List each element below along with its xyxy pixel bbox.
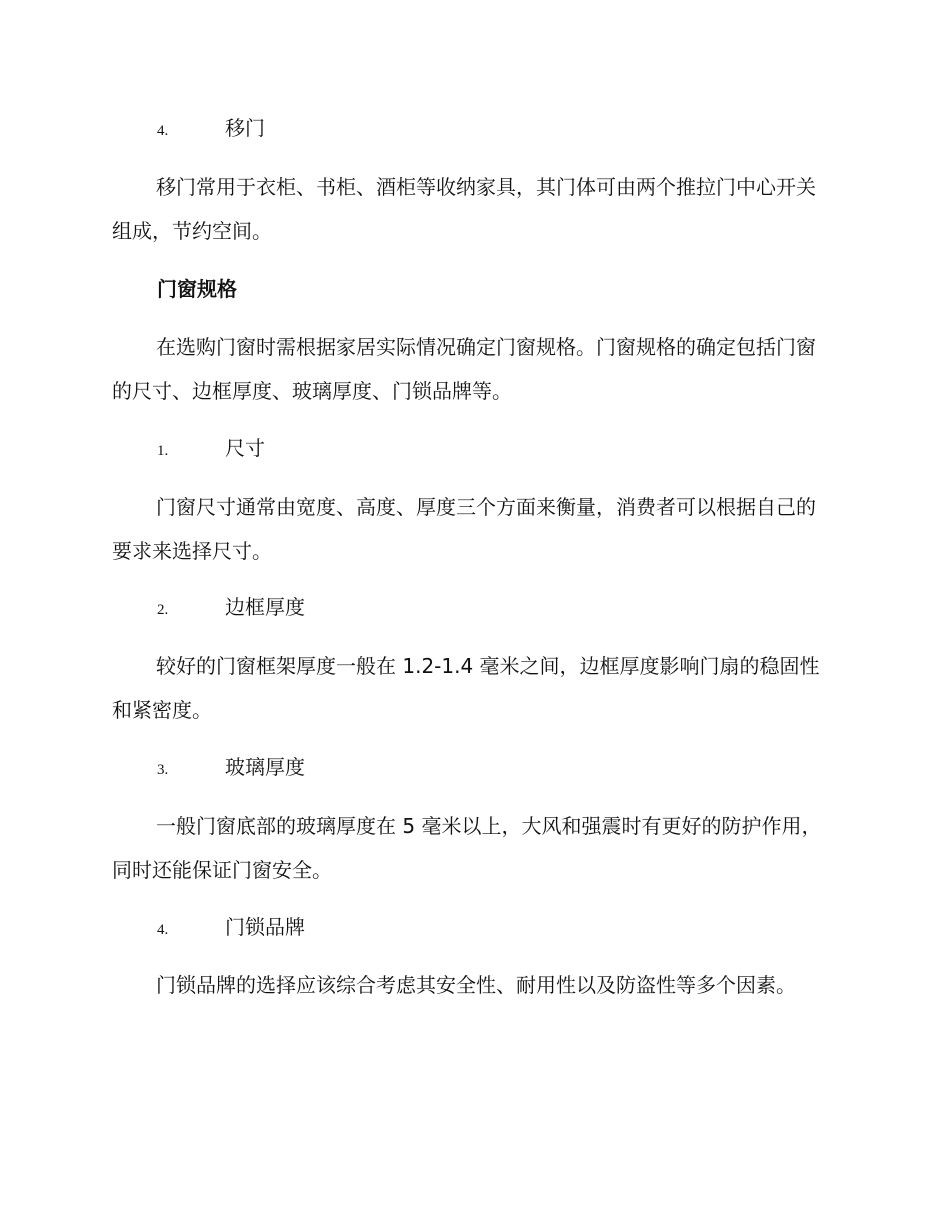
list-title: 移门 (225, 116, 265, 140)
paragraph-text: 移门常用于衣柜、书柜、酒柜等收纳家具，其门体可由两个推拉门中心开关组成，节约空间。 (112, 175, 816, 243)
paragraph-text: 较好的门窗框架厚度一般在 1.2-1.4 毫米之间，边框厚度影响门扇的稳固性和紧密度。 (112, 654, 820, 722)
paragraph-text: 门窗尺寸通常由宽度、高度、厚度三个方面来衡量，消费者可以根据自己的要求来选择尺寸。 (112, 495, 816, 563)
list-title: 尺寸 (225, 436, 265, 460)
paragraph-text: 一般门窗底部的玻璃厚度在 5 毫米以上，大风和强震时有更好的防护作用，同时还能保证门窗安全。 (112, 814, 822, 882)
paragraph-text: 在选购门窗时需根据家居实际情况确定门窗规格。门窗规格的确定包括门窗的尺寸、边框厚度、玻璃厚度、门锁品牌等。 (112, 335, 816, 403)
list-title: 玻璃厚度 (225, 755, 305, 779)
list-number: 4. (157, 123, 169, 139)
list-item-size (157, 433, 265, 463)
list-number: 2. (157, 602, 169, 618)
list-number: 4. (157, 922, 169, 938)
paragraph-sliding-door (112, 165, 832, 253)
list-title: 门锁品牌 (225, 915, 305, 939)
list-item-lock-brand (157, 912, 305, 942)
paragraph-frame-thickness (112, 644, 832, 732)
list-number: 1. (157, 443, 169, 459)
paragraph-glass-thickness (112, 804, 832, 892)
list-title: 边框厚度 (225, 595, 305, 619)
paragraph-intro (112, 325, 832, 413)
section-heading: 门窗规格 (157, 277, 237, 301)
list-item-frame-thickness (157, 592, 305, 622)
list-item-glass-thickness (157, 752, 305, 782)
list-number: 3. (157, 762, 169, 778)
paragraph-lock-brand (112, 963, 832, 1007)
paragraph-text: 门锁品牌的选择应该综合考虑其安全性、耐用性以及防盗性等多个因素。 (156, 973, 796, 997)
paragraph-size (112, 485, 832, 573)
list-item-sliding-door (157, 113, 265, 143)
